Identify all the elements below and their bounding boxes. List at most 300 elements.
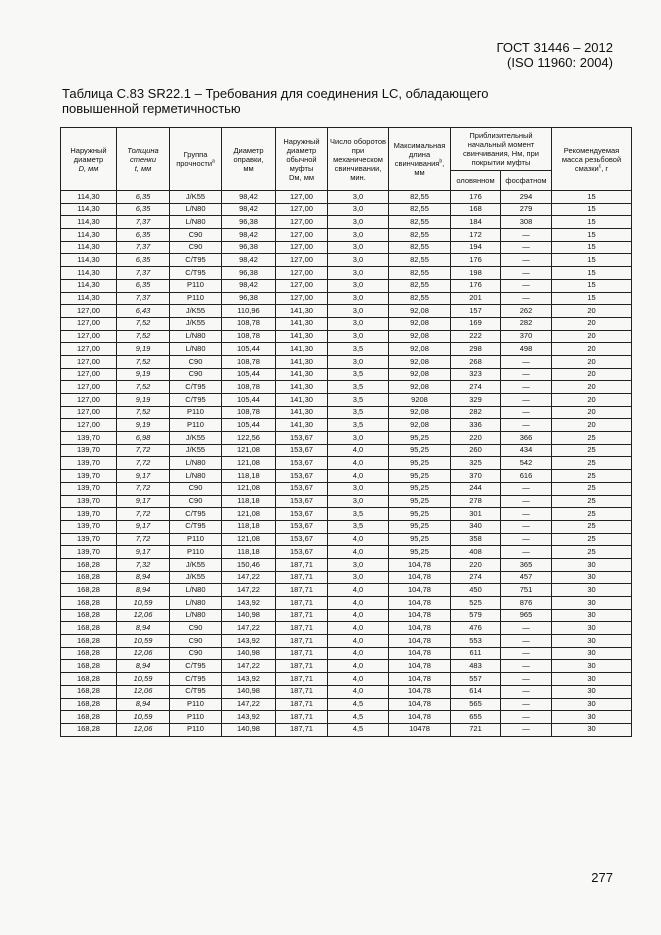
connection-requirements-table: [60, 127, 632, 737]
col-drift-diameter: Диаметр оправки, мм: [222, 128, 276, 191]
table-cell: 274: [451, 381, 501, 394]
table-cell: 323: [451, 368, 501, 381]
table-cell: 498: [501, 343, 552, 356]
table-cell: 118,18: [222, 546, 276, 559]
table-cell: 143,92: [222, 673, 276, 686]
table-cell: —: [501, 723, 552, 736]
table-cell: 141,30: [276, 355, 328, 368]
table-cell: 127,00: [61, 419, 117, 432]
table-cell: —: [501, 368, 552, 381]
table-cell: 139,70: [61, 533, 117, 546]
table-cell: 366: [501, 432, 552, 445]
table-cell: 168,28: [61, 558, 117, 571]
table-cell: L/N80: [170, 203, 222, 216]
table-cell: 153,67: [276, 533, 328, 546]
table-cell: 114,30: [61, 254, 117, 267]
col-outer-diameter: Наружный диаметр D, мм: [61, 128, 117, 191]
table-row: [61, 229, 632, 242]
table-cell: 96,38: [222, 292, 276, 305]
table-cell: 141,30: [276, 343, 328, 356]
table-cell: 187,71: [276, 660, 328, 673]
table-cell: 10,59: [117, 673, 170, 686]
table-cell: 153,67: [276, 470, 328, 483]
table-cell: 25: [552, 508, 632, 521]
table-cell: 15: [552, 279, 632, 292]
table-cell: 105,44: [222, 419, 276, 432]
table-cell: 108,78: [222, 381, 276, 394]
table-cell: 127,00: [276, 203, 328, 216]
table-row: [61, 343, 632, 356]
table-cell: 12,06: [117, 609, 170, 622]
table-cell: 10,59: [117, 597, 170, 610]
table-cell: 3,0: [328, 571, 389, 584]
table-cell: 9,19: [117, 394, 170, 407]
table-cell: 370: [501, 330, 552, 343]
table-cell: 20: [552, 368, 632, 381]
table-cell: 168,28: [61, 609, 117, 622]
table-cell: 150,46: [222, 558, 276, 571]
table-cell: 12,06: [117, 647, 170, 660]
table-cell: 7,72: [117, 444, 170, 457]
table-cell: —: [501, 279, 552, 292]
table-cell: 25: [552, 520, 632, 533]
table-cell: 9,17: [117, 495, 170, 508]
table-cell: —: [501, 533, 552, 546]
table-cell: 82,55: [389, 254, 451, 267]
table-cell: 114,30: [61, 292, 117, 305]
table-row: [61, 406, 632, 419]
table-cell: 365: [501, 558, 552, 571]
table-cell: 127,00: [276, 279, 328, 292]
table-row: [61, 673, 632, 686]
table-cell: L/N80: [170, 597, 222, 610]
table-cell: 114,30: [61, 229, 117, 242]
table-cell: 92,08: [389, 381, 451, 394]
table-row: [61, 660, 632, 673]
table-row: [61, 432, 632, 445]
table-cell: 95,25: [389, 432, 451, 445]
table-cell: 98,42: [222, 229, 276, 242]
table-cell: 127,00: [61, 305, 117, 318]
table-cell: 127,00: [61, 355, 117, 368]
table-cell: 105,44: [222, 368, 276, 381]
table-cell: 4,0: [328, 622, 389, 635]
table-cell: 95,25: [389, 533, 451, 546]
table-cell: 3,5: [328, 508, 389, 521]
table-cell: 121,08: [222, 533, 276, 546]
table-cell: 98,42: [222, 279, 276, 292]
table-cell: —: [501, 355, 552, 368]
table-cell: 176: [451, 191, 501, 204]
table-cell: 3,5: [328, 406, 389, 419]
col-coupling-diameter: Наружный диаметр обычной муфты Dм, мм: [276, 128, 328, 191]
table-cell: 4,0: [328, 647, 389, 660]
table-cell: 140,98: [222, 609, 276, 622]
table-cell: 3,0: [328, 216, 389, 229]
table-cell: 122,56: [222, 432, 276, 445]
table-cell: 20: [552, 330, 632, 343]
table-cell: —: [501, 419, 552, 432]
table-cell: 143,92: [222, 635, 276, 648]
table-body: [61, 191, 632, 737]
table-cell: L/N80: [170, 584, 222, 597]
table-cell: 4,0: [328, 533, 389, 546]
table-cell: 20: [552, 419, 632, 432]
table-cell: 278: [451, 495, 501, 508]
table-cell: 121,08: [222, 482, 276, 495]
table-cell: 20: [552, 305, 632, 318]
table-row: [61, 305, 632, 318]
table-row: [61, 546, 632, 559]
table-cell: 3,0: [328, 558, 389, 571]
table-cell: 127,00: [61, 368, 117, 381]
table-cell: C/T95: [170, 267, 222, 280]
table-cell: 147,22: [222, 571, 276, 584]
table-cell: 105,44: [222, 343, 276, 356]
table-row: [61, 533, 632, 546]
table-cell: 82,55: [389, 191, 451, 204]
table-cell: 187,71: [276, 571, 328, 584]
table-cell: 3,5: [328, 419, 389, 432]
table-cell: 3,0: [328, 229, 389, 242]
table-cell: 187,71: [276, 584, 328, 597]
table-cell: 121,08: [222, 444, 276, 457]
table-cell: 194: [451, 241, 501, 254]
table-cell: 15: [552, 254, 632, 267]
table-cell: 153,67: [276, 546, 328, 559]
table-cell: 20: [552, 381, 632, 394]
table-cell: 168,28: [61, 685, 117, 698]
table-cell: 4,0: [328, 635, 389, 648]
table-row: [61, 355, 632, 368]
table-cell: L/N80: [170, 330, 222, 343]
table-cell: 153,67: [276, 520, 328, 533]
table-cell: 15: [552, 241, 632, 254]
table-cell: 7,72: [117, 482, 170, 495]
table-cell: —: [501, 685, 552, 698]
col-turns: Число оборотов при механическом свинчивании, мин.: [328, 128, 389, 191]
table-cell: 10,59: [117, 711, 170, 724]
table-row: [61, 381, 632, 394]
table-cell: 168,28: [61, 622, 117, 635]
table-row: [61, 609, 632, 622]
table-row: [61, 241, 632, 254]
table-cell: 4,5: [328, 723, 389, 736]
table-cell: 127,00: [276, 267, 328, 280]
table-cell: 139,70: [61, 432, 117, 445]
table-cell: P110: [170, 723, 222, 736]
table-row: [61, 203, 632, 216]
table-cell: 92,08: [389, 330, 451, 343]
table-cell: 96,38: [222, 267, 276, 280]
table-cell: 434: [501, 444, 552, 457]
table-cell: —: [501, 660, 552, 673]
col-makeup-torque: Приблизительный начальный момент свинчивания, Нм, при покрытии муфты: [451, 128, 552, 171]
table-cell: 4,0: [328, 546, 389, 559]
table-cell: J/K55: [170, 571, 222, 584]
table-cell: 30: [552, 711, 632, 724]
table-cell: 176: [451, 254, 501, 267]
iso-reference: (ISO 11960: 2004): [507, 55, 613, 70]
table-cell: 140,98: [222, 723, 276, 736]
table-cell: 127,00: [276, 292, 328, 305]
table-cell: 8,94: [117, 698, 170, 711]
table-row: [61, 419, 632, 432]
table-cell: 6,35: [117, 191, 170, 204]
table-cell: 20: [552, 317, 632, 330]
table-cell: 105,44: [222, 394, 276, 407]
table-cell: 104,78: [389, 622, 451, 635]
table-cell: P110: [170, 279, 222, 292]
table-cell: 157: [451, 305, 501, 318]
table-cell: 187,71: [276, 558, 328, 571]
table-cell: —: [501, 292, 552, 305]
table-cell: 187,71: [276, 609, 328, 622]
table-cell: 143,92: [222, 711, 276, 724]
table-cell: 3,0: [328, 432, 389, 445]
table-cell: 139,70: [61, 482, 117, 495]
table-cell: 15: [552, 216, 632, 229]
table-cell: 92,08: [389, 305, 451, 318]
table-cell: 20: [552, 406, 632, 419]
table-cell: 408: [451, 546, 501, 559]
table-cell: 25: [552, 533, 632, 546]
table-cell: 114,30: [61, 216, 117, 229]
table-row: [61, 394, 632, 407]
table-cell: 9208: [389, 394, 451, 407]
table-cell: 168,28: [61, 647, 117, 660]
table-cell: 127,00: [276, 254, 328, 267]
table-row: [61, 685, 632, 698]
table-cell: 95,25: [389, 482, 451, 495]
table-cell: 168,28: [61, 635, 117, 648]
table-cell: 30: [552, 660, 632, 673]
table-cell: 198: [451, 267, 501, 280]
col-strength-group: Группа прочности$^a$: [170, 128, 222, 191]
table-cell: 147,22: [222, 660, 276, 673]
table-cell: 187,71: [276, 685, 328, 698]
table-cell: 141,30: [276, 368, 328, 381]
table-cell: 721: [451, 723, 501, 736]
table-cell: —: [501, 406, 552, 419]
table-cell: 222: [451, 330, 501, 343]
table-cell: 92,08: [389, 419, 451, 432]
table-row: [61, 457, 632, 470]
table-cell: J/K55: [170, 305, 222, 318]
table-cell: L/N80: [170, 216, 222, 229]
table-cell: 92,08: [389, 368, 451, 381]
table-cell: 127,00: [276, 216, 328, 229]
table-cell: 329: [451, 394, 501, 407]
table-cell: C90: [170, 622, 222, 635]
table-cell: —: [501, 394, 552, 407]
table-cell: 187,71: [276, 622, 328, 635]
table-cell: 8,94: [117, 584, 170, 597]
table-cell: 127,00: [276, 229, 328, 242]
table-cell: 6,35: [117, 254, 170, 267]
table-row: [61, 597, 632, 610]
table-cell: 147,22: [222, 622, 276, 635]
table-cell: 139,70: [61, 457, 117, 470]
table-cell: 7,52: [117, 381, 170, 394]
table-row: [61, 711, 632, 724]
table-row: [61, 635, 632, 648]
table-cell: 98,42: [222, 203, 276, 216]
table-cell: C/T95: [170, 673, 222, 686]
table-cell: 141,30: [276, 381, 328, 394]
table-cell: L/N80: [170, 457, 222, 470]
table-cell: 153,67: [276, 482, 328, 495]
table-cell: 25: [552, 432, 632, 445]
table-cell: 4,0: [328, 457, 389, 470]
table-cell: 104,78: [389, 647, 451, 660]
table-cell: 10,59: [117, 635, 170, 648]
table-cell: 184: [451, 216, 501, 229]
table-cell: C90: [170, 368, 222, 381]
table-cell: —: [501, 698, 552, 711]
table-row: [61, 520, 632, 533]
table-cell: 3,0: [328, 482, 389, 495]
table-cell: C90: [170, 495, 222, 508]
col-wall-thickness: Толщина стенки t, мм: [117, 128, 170, 191]
table-cell: 262: [501, 305, 552, 318]
table-cell: 7,52: [117, 317, 170, 330]
table-cell: 96,38: [222, 216, 276, 229]
table-cell: —: [501, 711, 552, 724]
table-cell: 450: [451, 584, 501, 597]
table-cell: 7,37: [117, 292, 170, 305]
table-cell: 7,52: [117, 330, 170, 343]
table-cell: 172: [451, 229, 501, 242]
table-cell: 30: [552, 673, 632, 686]
table-cell: 95,25: [389, 508, 451, 521]
table-cell: 15: [552, 229, 632, 242]
table-cell: 108,78: [222, 317, 276, 330]
table-cell: 82,55: [389, 292, 451, 305]
table-cell: 104,78: [389, 609, 451, 622]
table-title-line-2: повышенной герметичностью: [62, 101, 241, 116]
table-cell: 6,35: [117, 229, 170, 242]
table-cell: 751: [501, 584, 552, 597]
table-cell: 95,25: [389, 470, 451, 483]
table-cell: 7,72: [117, 457, 170, 470]
table-cell: 82,55: [389, 203, 451, 216]
page-number: 277: [591, 870, 613, 885]
col-torque-phosphate: фосфатном: [501, 171, 552, 191]
table-cell: P110: [170, 698, 222, 711]
table-cell: 20: [552, 394, 632, 407]
table-cell: 104,78: [389, 673, 451, 686]
table-cell: 542: [501, 457, 552, 470]
table-cell: 6,43: [117, 305, 170, 318]
table-cell: 153,67: [276, 432, 328, 445]
table-cell: 92,08: [389, 406, 451, 419]
table-cell: 30: [552, 558, 632, 571]
table-cell: C/T95: [170, 381, 222, 394]
table-cell: 3,5: [328, 381, 389, 394]
table-cell: 30: [552, 647, 632, 660]
table-cell: 3,5: [328, 520, 389, 533]
table-cell: 15: [552, 203, 632, 216]
table-cell: 965: [501, 609, 552, 622]
table-cell: C/T95: [170, 394, 222, 407]
table-cell: C90: [170, 229, 222, 242]
table-cell: 114,30: [61, 241, 117, 254]
standard-number: ГОСТ 31446 – 2012: [496, 40, 613, 55]
table-cell: 3,0: [328, 495, 389, 508]
table-cell: 25: [552, 444, 632, 457]
table-row: [61, 216, 632, 229]
table-cell: 127,00: [276, 191, 328, 204]
table-cell: 201: [451, 292, 501, 305]
table-cell: 274: [451, 571, 501, 584]
table-cell: 30: [552, 609, 632, 622]
table-cell: 139,70: [61, 546, 117, 559]
table-cell: 3,5: [328, 368, 389, 381]
table-cell: 3,5: [328, 394, 389, 407]
table-cell: 616: [501, 470, 552, 483]
table-cell: 118,18: [222, 520, 276, 533]
table-row: [61, 723, 632, 736]
table-cell: 168,28: [61, 660, 117, 673]
table-cell: 104,78: [389, 584, 451, 597]
table-header: [61, 128, 632, 191]
table-cell: 525: [451, 597, 501, 610]
table-cell: 92,08: [389, 355, 451, 368]
table-cell: C/T95: [170, 660, 222, 673]
table-cell: 3,0: [328, 267, 389, 280]
table-cell: 457: [501, 571, 552, 584]
table-row: [61, 368, 632, 381]
table-cell: 95,25: [389, 495, 451, 508]
table-cell: 121,08: [222, 508, 276, 521]
table-cell: 244: [451, 482, 501, 495]
table-row: [61, 508, 632, 521]
table-cell: L/N80: [170, 609, 222, 622]
table-cell: 25: [552, 546, 632, 559]
table-cell: 10478: [389, 723, 451, 736]
table-cell: 114,30: [61, 191, 117, 204]
table-cell: 3,0: [328, 203, 389, 216]
table-cell: 30: [552, 571, 632, 584]
table-cell: 4,5: [328, 698, 389, 711]
table-cell: 7,37: [117, 267, 170, 280]
table-row: [61, 584, 632, 597]
table-cell: 476: [451, 622, 501, 635]
table-cell: C90: [170, 355, 222, 368]
table-cell: 15: [552, 191, 632, 204]
table-cell: 187,71: [276, 647, 328, 660]
table-cell: C/T95: [170, 520, 222, 533]
table-cell: 92,08: [389, 343, 451, 356]
table-cell: 3,0: [328, 330, 389, 343]
table-row: [61, 698, 632, 711]
table-cell: 370: [451, 470, 501, 483]
table-row: [61, 317, 632, 330]
table-cell: 557: [451, 673, 501, 686]
table-cell: 30: [552, 723, 632, 736]
table-cell: 30: [552, 597, 632, 610]
table-cell: 108,78: [222, 355, 276, 368]
table-cell: 147,22: [222, 584, 276, 597]
table-cell: 168,28: [61, 571, 117, 584]
table-cell: 82,55: [389, 229, 451, 242]
table-cell: 30: [552, 622, 632, 635]
table-cell: 4,5: [328, 711, 389, 724]
table-cell: 127,00: [61, 394, 117, 407]
table-row: [61, 267, 632, 280]
table-cell: 3,0: [328, 191, 389, 204]
